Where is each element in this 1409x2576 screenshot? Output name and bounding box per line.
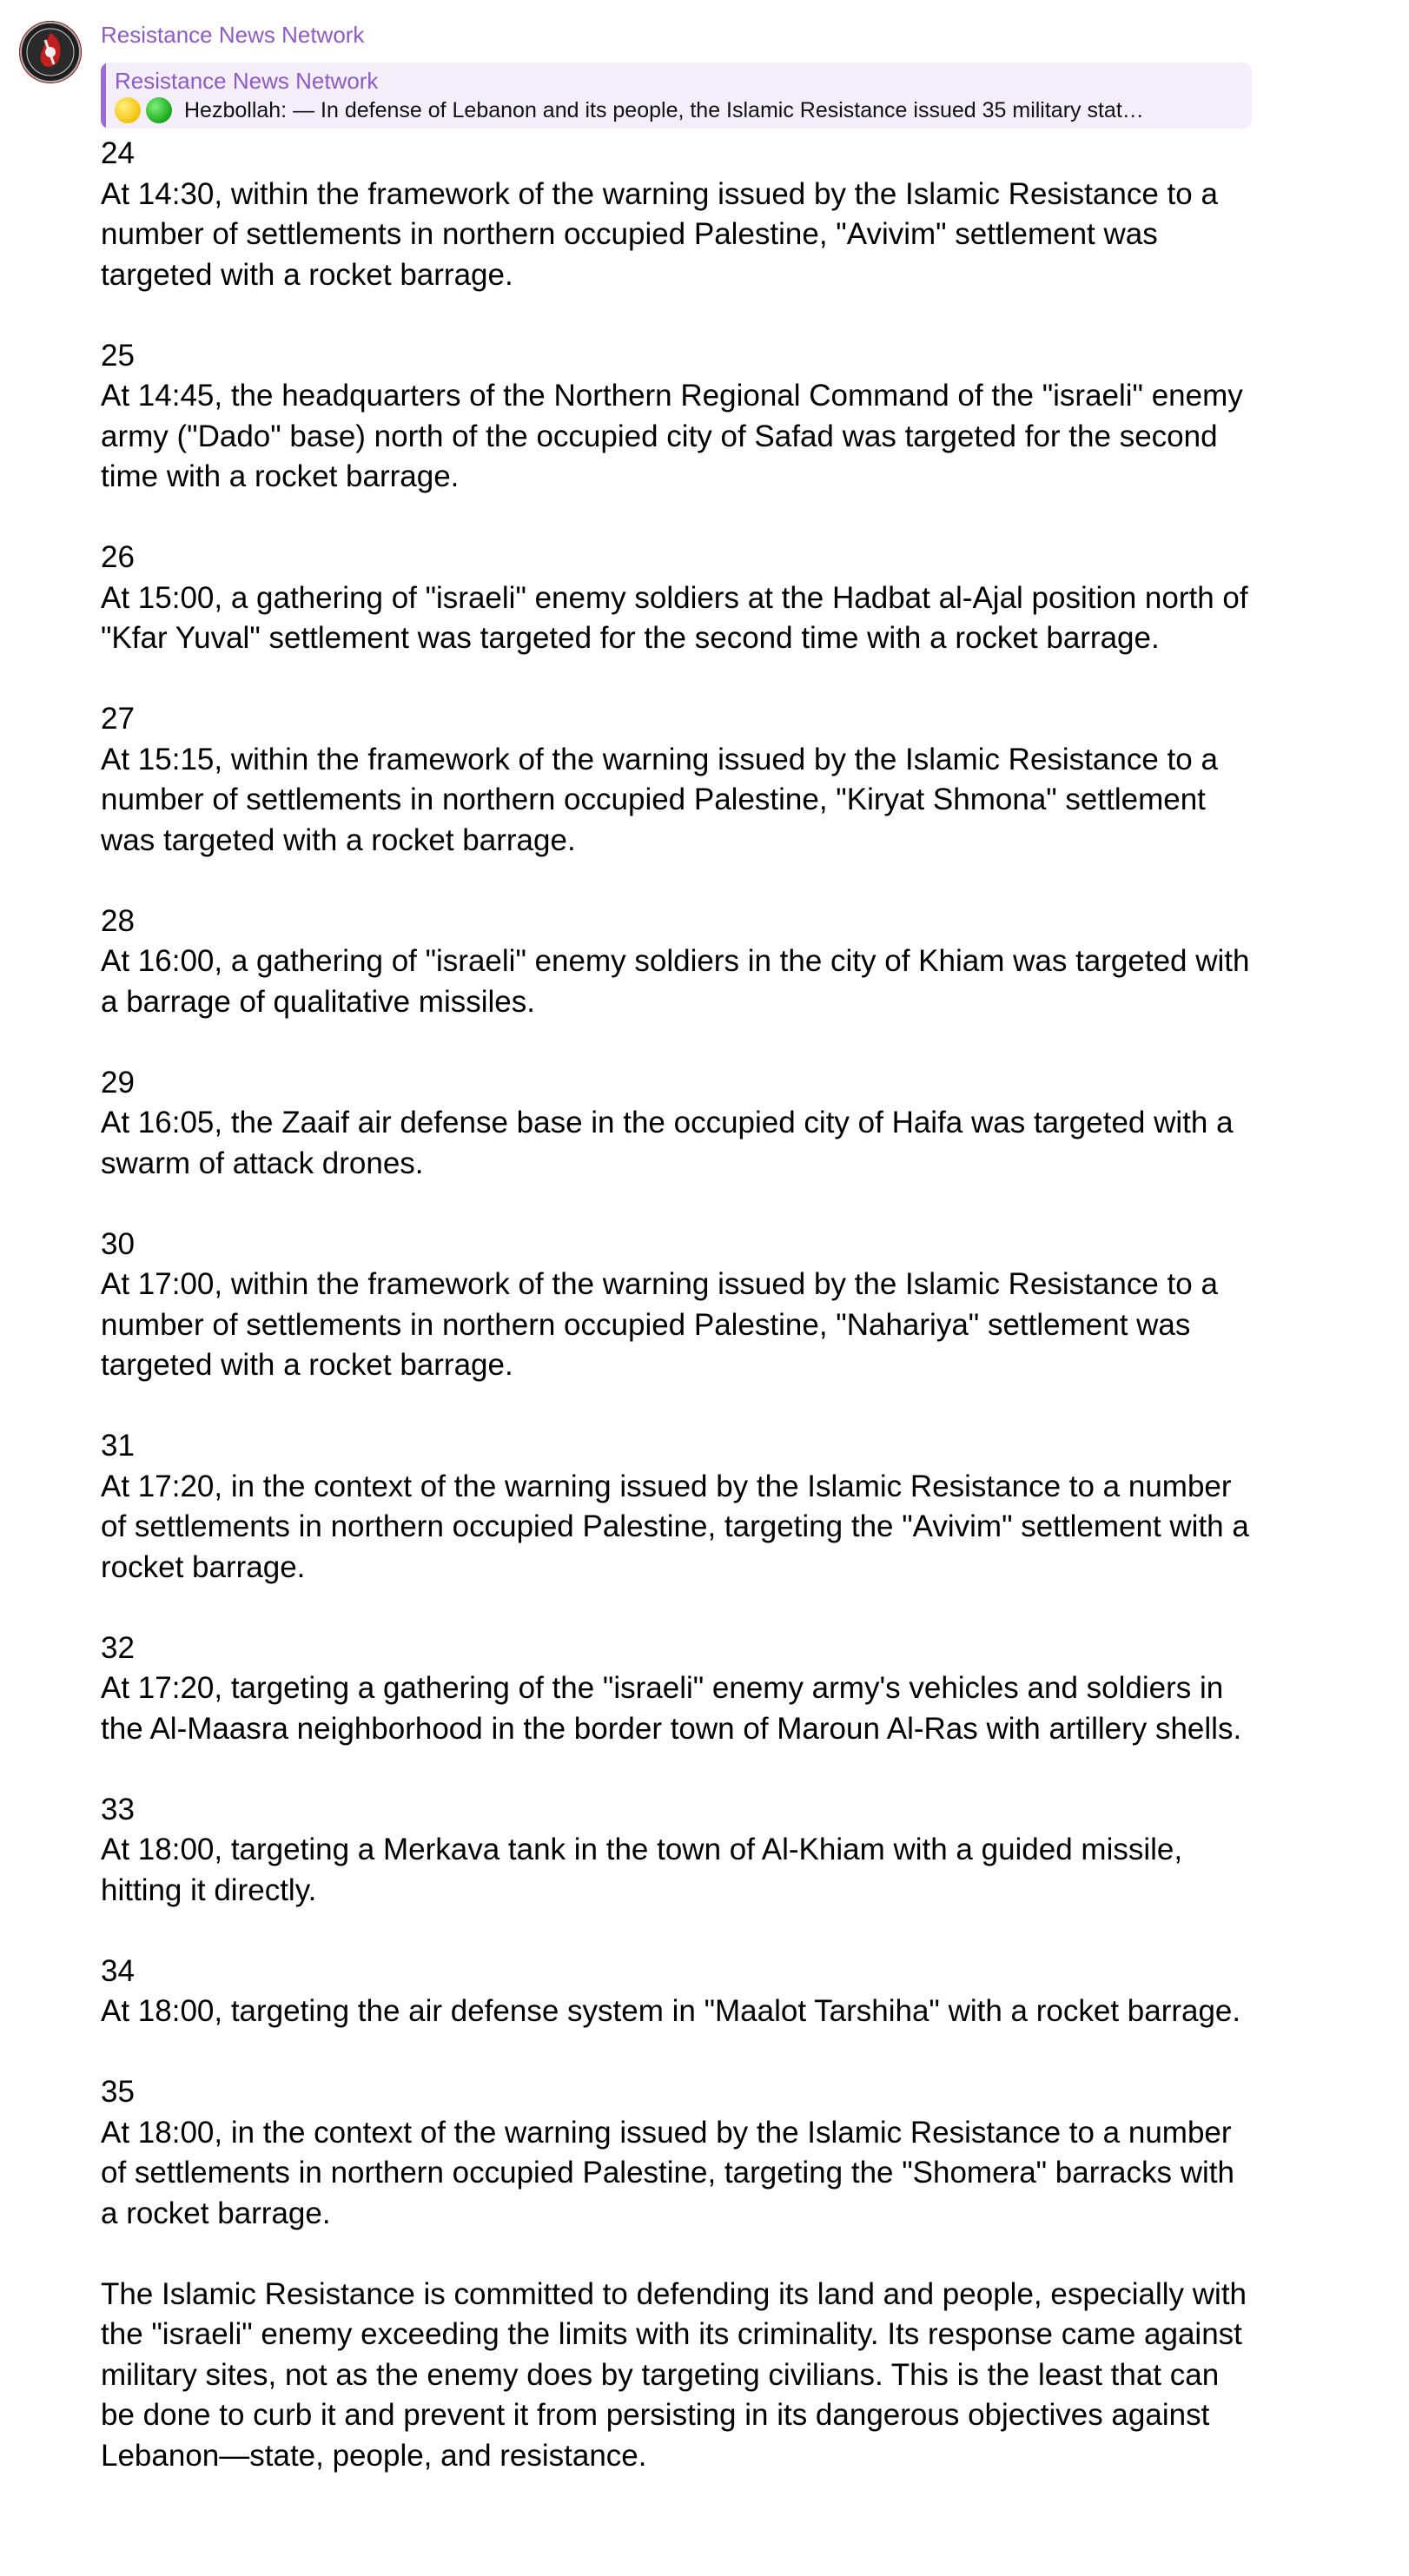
item-text: At 18:00, targeting the air defense system in "Maalot Tarshiha" with a rocket barrage.: [101, 1994, 1241, 2028]
item-number: 27: [101, 702, 135, 736]
item-number: 26: [101, 540, 135, 574]
item-text: At 17:20, targeting a gathering of the "israeli" enemy army's vehicles and soldiers in the Al-Maasra neighborhood in the border town of Maroun Al-Ras with artillery shells.: [101, 1671, 1242, 1746]
green-circle-icon: [146, 97, 172, 123]
list-item: [101, 1952, 1256, 2032]
list-item: [101, 2072, 1256, 2234]
item-text: At 17:00, within the framework of the warning issued by the Islamic Resistance to a number of settlements in northern occupied Palestine, "Nahariya" settlement was targeted with a rocket barrage.: [101, 1267, 1218, 1382]
message-text: [101, 134, 1256, 2476]
item-number: 30: [101, 1226, 135, 1261]
reply-text: Hezbollah: — In defense of Lebanon and its people, the Islamic Resistance issued 35 military stat…: [184, 98, 1144, 122]
message-bubble: [101, 19, 1256, 2476]
reply-accent-bar: [101, 63, 106, 129]
item-number: 35: [101, 2075, 135, 2109]
channel-logo-icon: [19, 21, 82, 83]
list-item: [101, 1628, 1256, 1750]
item-number: 28: [101, 903, 135, 938]
list-item: [101, 538, 1256, 659]
item-number: 32: [101, 1630, 135, 1665]
closing-paragraph: The Islamic Resistance is committed to defending its land and people, especially with the "israeli" enemy exceeding the limits with its criminality. Its response came against military sites, not as the enemy does by targeting civilians. This is the least that can be done to curb it and prevent it from persisting in its dangerous objectives against Lebanon—state, people, and resistance.: [101, 2276, 1247, 2473]
channel-avatar[interactable]: [19, 21, 82, 83]
item-text: At 18:00, targeting a Merkava tank in the town of Al-Khiam with a guided missile, hitting it directly.: [101, 1833, 1183, 1907]
list-item: [101, 1790, 1256, 1912]
list-item: [101, 134, 1256, 295]
reply-sender-name: Resistance News Network: [115, 68, 379, 94]
item-number: 31: [101, 1429, 135, 1463]
item-text: At 16:05, the Zaaif air defense base in the occupied city of Haifa was targeted with a swarm of attack drones.: [101, 1106, 1234, 1180]
item-number: 25: [101, 338, 135, 373]
item-number: 24: [101, 136, 135, 170]
list-item: [101, 902, 1256, 1023]
item-text: At 14:45, the headquarters of the Northern Regional Command of the "israeli" enemy army ("Dado" base) north of the occupied city of Safad was targeted for the second time with a rocket barrage.: [101, 379, 1243, 493]
item-text: At 16:00, a gathering of "israeli" enemy soldiers in the city of Khiam was targeted with a barrage of qualitative missiles.: [101, 944, 1250, 1019]
yellow-circle-icon: [115, 97, 141, 123]
item-text: At 15:15, within the framework of the warning issued by the Islamic Resistance to a number of settlements in northern occupied Palestine, "Kiryat Shmona" settlement was targeted with a rocket barrage.: [101, 742, 1218, 857]
item-text: At 18:00, in the context of the warning issued by the Islamic Resistance to a number of settlements in northern occupied Palestine, targeting the "Shomera" barracks with a rocket barrage.: [101, 2115, 1234, 2230]
list-item: [101, 336, 1256, 498]
sender-name[interactable]: Resistance News Network: [101, 22, 365, 48]
item-number: 34: [101, 1953, 135, 1988]
list-item: [101, 1426, 1256, 1588]
list-item: [101, 1063, 1256, 1185]
item-text: At 15:00, a gathering of "israeli" enemy soldiers at the Hadbat al-Ajal position north of "Kfar Yuval" settlement was targeted for the second time with a rocket barrage.: [101, 580, 1248, 655]
list-item: [101, 699, 1256, 861]
item-text: At 14:30, within the framework of the warning issued by the Islamic Resistance to a number of settlements in northern occupied Palestine, "Avivim" settlement was targeted with a rocket barrage.: [101, 176, 1218, 292]
reply-preview[interactable]: [101, 63, 1252, 129]
reply-snippet: [115, 96, 1234, 125]
item-number: 33: [101, 1792, 135, 1826]
list-item: [101, 1225, 1256, 1386]
item-text: At 17:20, in the context of the warning issued by the Islamic Resistance to a number of settlements in northern occupied Palestine, targeting the "Avivim" settlement with a rocket barrage.: [101, 1469, 1249, 1584]
item-number: 29: [101, 1065, 135, 1100]
